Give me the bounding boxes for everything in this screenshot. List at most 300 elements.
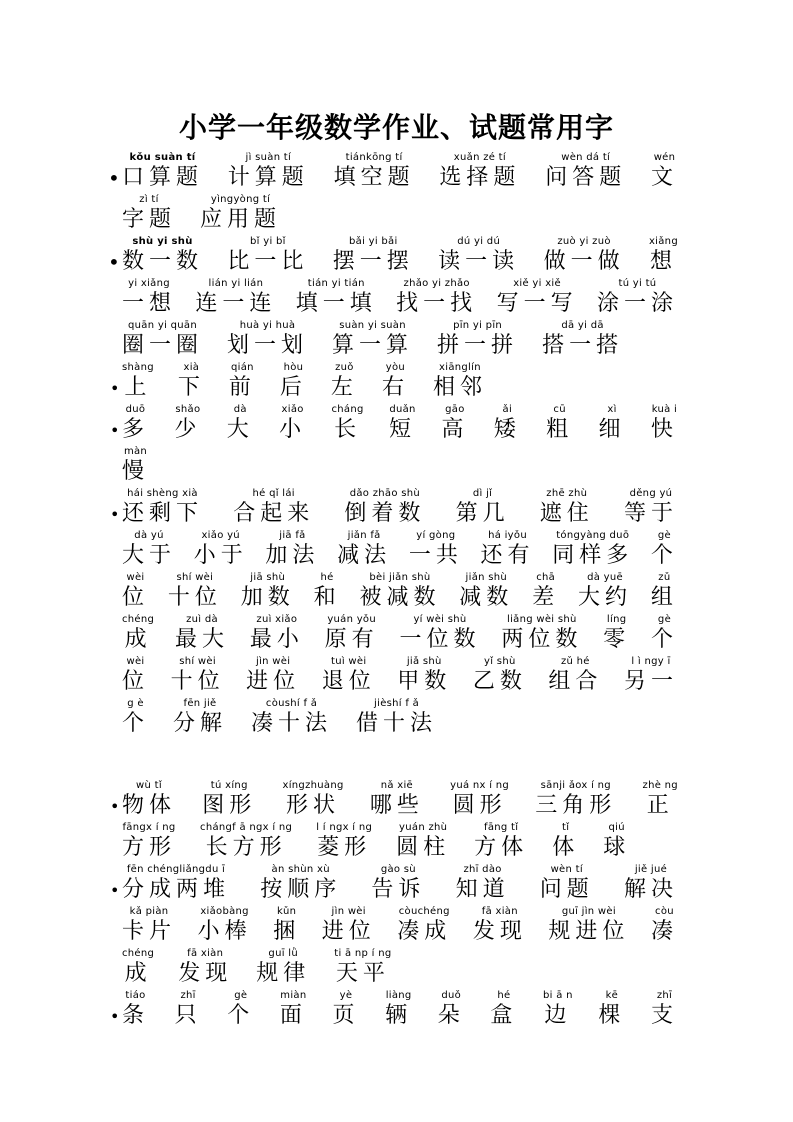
hanzi: 细 xyxy=(598,417,626,442)
hanzi: 朵 xyxy=(437,1003,465,1028)
pinyin: yòu xyxy=(385,362,406,373)
pinyin: duǒ xyxy=(441,990,462,1001)
pinyin: hòu xyxy=(283,362,304,373)
hanzi: 上 xyxy=(124,375,152,400)
vocab-word xyxy=(280,990,307,1030)
hanzi: 退位 xyxy=(321,669,376,694)
hanzi: 球 xyxy=(603,835,631,860)
vocab-word xyxy=(296,278,377,318)
vocab-line xyxy=(110,484,678,528)
vocab-word xyxy=(256,948,310,988)
pinyin: gào sù xyxy=(380,864,416,875)
pinyin: dú yi dú xyxy=(457,236,501,247)
pinyin: miàn xyxy=(280,990,307,1001)
pinyin: l ì ngy ī xyxy=(631,656,671,667)
vocab-word xyxy=(371,864,425,904)
vocab-word xyxy=(122,948,154,988)
hanzi: 乙数 xyxy=(472,669,527,694)
vocab-word xyxy=(168,572,222,612)
vocab-word xyxy=(122,488,203,528)
hanzi: 拼一拼 xyxy=(437,333,519,358)
pinyin: zǔ hé xyxy=(561,656,590,667)
vocab-line xyxy=(122,694,678,738)
vocab-word xyxy=(389,404,416,444)
vocab-word xyxy=(542,320,623,360)
hanzi: 想 xyxy=(649,249,677,274)
vocab-word xyxy=(356,698,437,738)
vocab-word xyxy=(122,404,149,444)
vocab-word xyxy=(494,404,521,444)
vocab-line xyxy=(110,860,678,904)
vocab-word xyxy=(546,404,573,444)
hanzi: 减数 xyxy=(459,585,514,610)
hanzi: 合起来 xyxy=(233,501,315,526)
vocab-word xyxy=(122,780,176,820)
vocab-word xyxy=(337,530,391,570)
vocab-word xyxy=(481,530,535,570)
hanzi: 个 xyxy=(227,1003,255,1028)
pinyin: yuán yǒu xyxy=(327,614,376,625)
hanzi: 面 xyxy=(279,1003,307,1028)
vocab-word xyxy=(651,990,678,1030)
vocab-word xyxy=(334,948,391,988)
hanzi: 小于 xyxy=(193,543,248,568)
hanzi: 大于 xyxy=(122,543,177,568)
vocab-word xyxy=(241,572,295,612)
vocab-word xyxy=(624,864,678,904)
hanzi: 最小 xyxy=(249,627,304,652)
vocab-word xyxy=(122,572,149,612)
pinyin: zì tí xyxy=(139,194,159,205)
hanzi: 按顺序 xyxy=(260,877,342,902)
pinyin: dǎo zhāo shù xyxy=(349,488,421,499)
hanzi: 搭一搭 xyxy=(542,333,624,358)
hanzi: 一位数 xyxy=(399,627,481,652)
vocab-line xyxy=(122,316,678,360)
hanzi: 计算题 xyxy=(227,165,309,190)
pinyin: shǎo xyxy=(175,404,201,415)
pinyin: bǐ yi bǐ xyxy=(250,236,286,247)
hanzi: 大约 xyxy=(578,585,633,610)
pinyin: jiā fǎ xyxy=(279,530,306,541)
hanzi: 条 xyxy=(122,1003,150,1028)
vocab-word xyxy=(332,320,413,360)
pinyin: chā xyxy=(536,572,556,583)
hanzi: 口算题 xyxy=(122,165,204,190)
pinyin: tǐ xyxy=(562,822,570,833)
pinyin: zuò yi zuò xyxy=(557,236,611,247)
hanzi: 边 xyxy=(544,1003,572,1028)
hanzi: 相邻 xyxy=(432,375,487,400)
hanzi: 右 xyxy=(381,375,409,400)
pinyin: shí wèi xyxy=(176,572,214,583)
vocab-word xyxy=(251,698,332,738)
pinyin: dà yuē xyxy=(587,572,623,583)
vocab-word xyxy=(314,572,341,612)
pinyin: sānji ǎox í ng xyxy=(540,780,611,791)
hanzi: 被减数 xyxy=(359,585,441,610)
pinyin: xià xyxy=(183,362,200,373)
vocab-word xyxy=(173,698,227,738)
bullet: • xyxy=(110,421,120,440)
hanzi: 成 xyxy=(124,627,152,652)
vocab-word xyxy=(603,614,630,654)
vocab-word xyxy=(651,404,678,444)
pinyin: xuǎn zé tí xyxy=(453,152,506,163)
vocab-word xyxy=(396,278,477,318)
hanzi: 甲数 xyxy=(397,669,452,694)
bullet: • xyxy=(110,797,120,816)
vocab-word xyxy=(548,906,629,946)
vocab-word xyxy=(651,572,678,612)
vocab-word xyxy=(624,656,678,696)
vocab-word xyxy=(246,656,300,696)
pinyin: yìngyòng tí xyxy=(210,194,271,205)
hanzi: 字题 xyxy=(122,207,177,232)
pinyin: quān yi quān xyxy=(128,320,197,331)
hanzi: 凑成 xyxy=(397,919,452,944)
hanzi: 两位数 xyxy=(501,627,583,652)
hanzi: 短 xyxy=(389,417,417,442)
hanzi: 个 xyxy=(650,627,678,652)
pinyin: jì suàn tí xyxy=(245,152,292,163)
hanzi: 解决 xyxy=(623,877,678,902)
hanzi: 高 xyxy=(441,417,469,442)
vocab-word xyxy=(603,822,630,862)
vocab-word xyxy=(433,362,487,402)
hanzi: 借十法 xyxy=(356,711,438,736)
vocab-word xyxy=(333,990,360,1030)
vocab-word xyxy=(359,572,440,612)
vocab-word xyxy=(273,906,300,946)
bullet: • xyxy=(108,166,120,190)
hanzi: 另一 xyxy=(623,669,678,694)
vocab-line xyxy=(122,274,678,318)
pinyin: kǎ piàn xyxy=(129,906,169,917)
pinyin: àn shùn xù xyxy=(271,864,330,875)
hanzi: 差 xyxy=(532,585,560,610)
hanzi: 成 xyxy=(124,961,152,986)
vocab-word xyxy=(543,990,573,1030)
vocab-word xyxy=(370,780,424,820)
pinyin: zhī dào xyxy=(463,864,502,875)
pinyin: ǎi xyxy=(502,404,513,415)
pinyin: liàng xyxy=(385,990,412,1001)
pinyin: bèi jiǎn shù xyxy=(369,572,431,583)
pinyin: wèi xyxy=(126,572,145,583)
hanzi: 一共 xyxy=(408,543,463,568)
vocab-line xyxy=(122,190,678,234)
hanzi: 后 xyxy=(279,375,307,400)
vocab-word xyxy=(195,278,276,318)
vocab-word xyxy=(122,822,176,862)
hanzi: 组合 xyxy=(548,669,603,694)
hanzi: 涂一涂 xyxy=(596,291,678,316)
vocab-word xyxy=(643,780,678,820)
pinyin: shàng xyxy=(122,362,154,373)
hanzi: 盒 xyxy=(490,1003,518,1028)
vocab-word xyxy=(441,404,468,444)
hanzi: 个 xyxy=(650,543,678,568)
hanzi: 少 xyxy=(174,417,202,442)
pinyin: zuì xiǎo xyxy=(256,614,298,625)
pinyin: shí wèi xyxy=(179,656,216,667)
hanzi: 加数 xyxy=(240,585,295,610)
hanzi: 体 xyxy=(552,835,580,860)
hanzi: 选择题 xyxy=(439,165,521,190)
hanzi: 和 xyxy=(313,585,341,610)
hanzi: 填一填 xyxy=(295,291,377,316)
hanzi: 组 xyxy=(650,585,678,610)
vocab-word xyxy=(322,656,376,696)
vocab-word xyxy=(265,530,319,570)
pinyin: guī jìn wèi xyxy=(561,906,616,917)
pinyin: jièshí f ǎ xyxy=(374,698,420,709)
pinyin: chéng xyxy=(122,614,155,625)
vocab-word xyxy=(490,990,517,1030)
vocab-word xyxy=(473,906,527,946)
vocab-word xyxy=(280,362,307,402)
vocab-word xyxy=(250,614,304,654)
vocab-word xyxy=(200,194,281,234)
vocab-word xyxy=(385,990,412,1030)
pinyin: g è xyxy=(127,698,144,709)
bullet: • xyxy=(110,881,120,900)
vocab-line xyxy=(110,358,678,402)
vocab-word xyxy=(122,614,154,654)
pinyin: xiǎng xyxy=(648,236,678,247)
vocab-word xyxy=(578,572,632,612)
hanzi: 方形 xyxy=(122,835,177,860)
hanzi: 填空题 xyxy=(333,165,415,190)
pinyin: yǐ shù xyxy=(484,656,516,667)
hanzi: 遮住 xyxy=(539,501,594,526)
bullet: • xyxy=(108,250,120,274)
vocab-word xyxy=(548,656,602,696)
pinyin: l í ngx í ng xyxy=(316,822,373,833)
page-title: 小学一年级数学作业、试题常用字 xyxy=(178,111,614,144)
hanzi: 数一数 xyxy=(122,249,204,274)
pinyin: qiú xyxy=(608,822,625,833)
hanzi: 知道 xyxy=(455,877,510,902)
hanzi: 分解 xyxy=(173,711,228,736)
vocab-word xyxy=(122,320,203,360)
vocab-word xyxy=(598,990,625,1030)
hanzi: 方体 xyxy=(474,835,529,860)
hanzi: 小 xyxy=(279,417,307,442)
hanzi: 页 xyxy=(332,1003,360,1028)
vocab-word xyxy=(122,362,154,402)
pinyin: kuà i xyxy=(651,404,678,415)
pinyin: jìn wèi xyxy=(331,906,366,917)
hanzi: 卡片 xyxy=(122,919,177,944)
vocab-word xyxy=(325,614,379,654)
vocab-word xyxy=(382,362,409,402)
pinyin: chángf ā ngx í ng xyxy=(200,822,293,833)
pinyin: hé xyxy=(320,572,334,583)
vocab-word xyxy=(397,656,451,696)
hanzi: 规进位 xyxy=(548,919,630,944)
vocab-line xyxy=(122,902,678,946)
vocab-word xyxy=(229,362,256,402)
hanzi: 规律 xyxy=(256,961,311,986)
vocab-word xyxy=(233,488,314,528)
pinyin: kǔn xyxy=(276,906,297,917)
hanzi: 圆柱 xyxy=(396,835,451,860)
pinyin: fā xiàn xyxy=(187,948,224,959)
hanzi: 只 xyxy=(174,1003,202,1028)
pinyin: wén xyxy=(653,152,676,163)
hanzi: 问题 xyxy=(539,877,594,902)
pinyin: còushí f ǎ xyxy=(265,698,318,709)
vocab-word xyxy=(474,822,528,862)
hanzi: 发现 xyxy=(178,961,233,986)
pinyin: còuchéng xyxy=(398,906,450,917)
pinyin: fāngx í ng xyxy=(122,822,176,833)
pinyin: duǎn xyxy=(389,404,416,415)
pinyin: tiáo xyxy=(125,990,146,1001)
hanzi: 前 xyxy=(228,375,256,400)
pinyin: huà yi huà xyxy=(239,320,296,331)
vocab-word xyxy=(456,864,510,904)
vocab-word xyxy=(198,906,252,946)
vocab-word xyxy=(396,822,450,862)
vocab-word xyxy=(227,404,254,444)
pinyin: zhī xyxy=(180,990,196,1001)
vocab-word xyxy=(316,822,372,862)
pinyin: ti ā np í ng xyxy=(334,948,392,959)
hanzi: 连一连 xyxy=(195,291,277,316)
pinyin: děng yú xyxy=(629,488,673,499)
hanzi: 支 xyxy=(650,1003,678,1028)
vocab-word xyxy=(409,530,463,570)
hanzi: 发现 xyxy=(472,919,527,944)
pinyin: xiǎo xyxy=(281,404,304,415)
pinyin: tiánkōng tí xyxy=(345,152,403,163)
pinyin: kǒu suàn tí xyxy=(129,152,196,163)
pinyin: xiě yi xiě xyxy=(513,278,561,289)
vocab-word xyxy=(552,822,579,862)
pinyin: xiǎobàng xyxy=(200,906,249,917)
vocab-word xyxy=(540,864,594,904)
hanzi: 下 xyxy=(177,375,205,400)
vocab-word xyxy=(456,488,510,528)
vocab-word xyxy=(450,780,509,820)
pinyin: zǔ xyxy=(658,572,671,583)
vocab-word xyxy=(438,990,465,1030)
pinyin: qián xyxy=(231,362,254,373)
hanzi: 读一读 xyxy=(438,249,520,274)
bullet: • xyxy=(110,379,120,398)
hanzi: 棵 xyxy=(598,1003,626,1028)
vocab-word xyxy=(178,362,205,402)
hanzi: 加法 xyxy=(265,543,320,568)
vocab-word xyxy=(331,362,358,402)
vocab-word xyxy=(283,780,344,820)
vocab-word xyxy=(122,906,176,946)
hanzi: 左 xyxy=(330,375,358,400)
pinyin: dà yú xyxy=(134,530,164,541)
vocab-word xyxy=(532,572,559,612)
vocab-word xyxy=(651,530,678,570)
vocab-word xyxy=(227,320,308,360)
hanzi: 还有 xyxy=(480,543,535,568)
pinyin: zhè ng xyxy=(642,780,678,791)
pinyin: zhē zhù xyxy=(546,488,588,499)
pinyin: fāng tǐ xyxy=(484,822,519,833)
pinyin: shù yi shù xyxy=(132,236,193,247)
vocab-word xyxy=(544,236,625,276)
hanzi: 零 xyxy=(603,627,631,652)
pinyin: xíngzhuàng xyxy=(282,780,344,791)
hanzi: 划一划 xyxy=(227,333,309,358)
hanzi: 长 xyxy=(334,417,362,442)
hanzi: 凑 xyxy=(650,919,678,944)
pinyin: nǎ xiē xyxy=(380,780,414,791)
hanzi: 形状 xyxy=(286,793,341,818)
vocab-word xyxy=(122,194,176,234)
vocab-word xyxy=(459,572,513,612)
vocab-line xyxy=(122,442,678,486)
hanzi: 文 xyxy=(650,165,678,190)
vocab-word xyxy=(439,152,520,192)
vocab-word xyxy=(344,488,425,528)
pinyin: lián yi lián xyxy=(208,278,264,289)
hanzi: 多 xyxy=(122,417,150,442)
pinyin: hái shèng xià xyxy=(127,488,198,499)
pinyin: zuǒ xyxy=(335,362,354,373)
pinyin: suàn yi suàn xyxy=(339,320,406,331)
hanzi: 倒着数 xyxy=(344,501,426,526)
vocab-word xyxy=(227,990,254,1030)
pinyin: gè xyxy=(657,530,671,541)
vocab-word xyxy=(174,404,201,444)
vocab-word xyxy=(438,236,519,276)
pinyin: màn xyxy=(123,446,148,457)
vocab-word xyxy=(171,656,225,696)
pinyin: yuá nx í ng xyxy=(450,780,510,791)
pinyin: fēn chéngliǎngdu ī xyxy=(126,864,226,875)
vocab-word xyxy=(279,404,306,444)
pinyin: yí gòng xyxy=(416,530,456,541)
hanzi: 告诉 xyxy=(371,877,426,902)
hanzi: 辆 xyxy=(385,1003,413,1028)
hanzi: 分成两堆 xyxy=(122,877,231,902)
pinyin: yè xyxy=(339,990,353,1001)
hanzi: 原有 xyxy=(324,627,379,652)
vocab-word xyxy=(334,152,415,192)
vocab-word xyxy=(651,614,678,654)
vocab-word xyxy=(122,236,203,276)
hanzi: 图形 xyxy=(202,793,257,818)
hanzi: 菱形 xyxy=(317,835,372,860)
vocab-word xyxy=(333,236,414,276)
pinyin: tú yi tú xyxy=(618,278,657,289)
hanzi: 物体 xyxy=(122,793,177,818)
vocab-word xyxy=(122,990,149,1030)
hanzi: 问答题 xyxy=(545,165,627,190)
pinyin: zuì dà xyxy=(186,614,218,625)
pinyin: wèn dá tí xyxy=(561,152,611,163)
pinyin: wù tǐ xyxy=(136,780,162,791)
pinyin: xiānglín xyxy=(439,362,481,373)
pinyin: jiě jué xyxy=(634,864,668,875)
vocab-word xyxy=(651,152,678,192)
vocab-line xyxy=(122,818,678,862)
hanzi: 矮 xyxy=(493,417,521,442)
vocab-word xyxy=(473,656,527,696)
pinyin: tóngyàng duō xyxy=(556,530,630,541)
